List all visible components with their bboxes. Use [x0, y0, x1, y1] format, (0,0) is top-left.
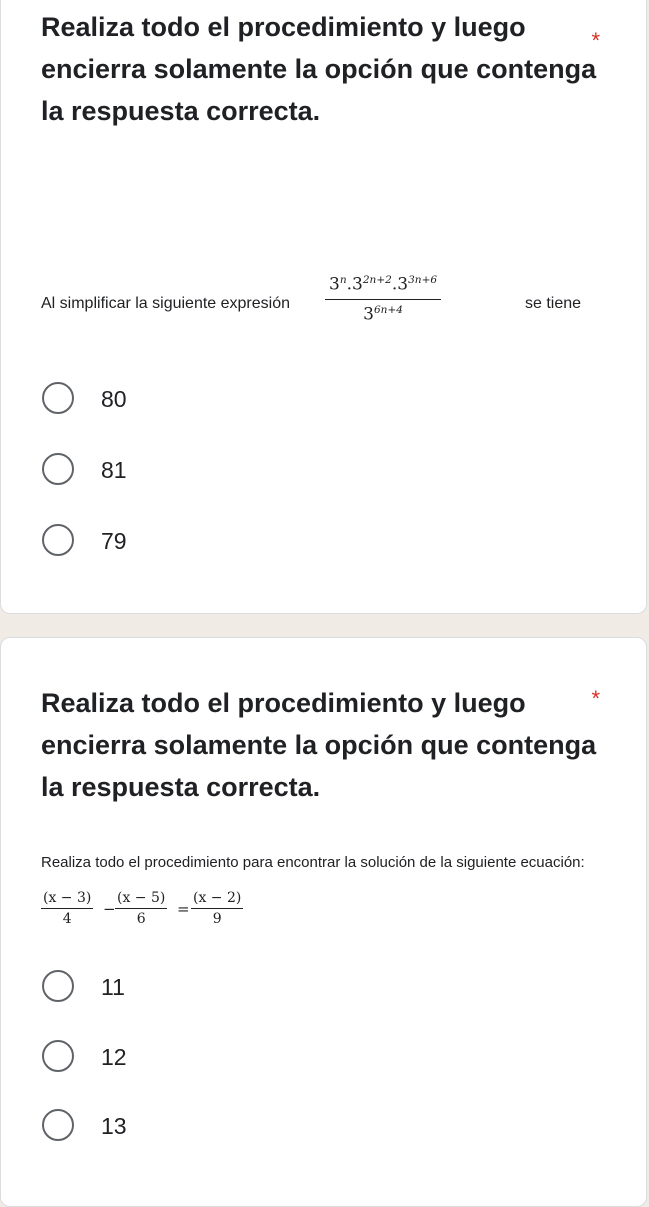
option-80[interactable] — [41, 381, 341, 421]
option-label: 80 — [101, 386, 127, 412]
option-label: 79 — [101, 528, 127, 554]
question-title: Realiza todo el procedimiento y luego encierra solamente la opción que contenga la respuesta correcta. — [41, 688, 597, 802]
question-title: Realiza todo el procedimiento y luego encierra solamente la opción que contenga la respuesta correcta. — [41, 12, 597, 126]
radio-circle-icon[interactable] — [42, 1109, 74, 1141]
option-label: 11 — [101, 974, 125, 1000]
expression-numerator: $3^n.3^{2n+2}.3^{3n+6}$ — [325, 274, 441, 300]
option-12[interactable] — [41, 1039, 341, 1079]
option-13[interactable] — [41, 1108, 341, 1148]
option-label: 12 — [101, 1044, 127, 1070]
equation — [41, 890, 301, 940]
equation-minus: − — [103, 900, 116, 918]
equation-fraction-2: $\frac{(x - 5)}{6}$ — [117, 890, 166, 927]
required-mark: * — [591, 28, 600, 53]
radio-circle-icon[interactable] — [42, 524, 74, 556]
expression-denominator: $3^{6n+4}$ — [363, 303, 403, 325]
radio-circle-icon[interactable] — [42, 970, 74, 1002]
option-label: 81 — [101, 457, 127, 483]
question-description — [41, 274, 601, 334]
equation-fraction-3: $\frac{(x - 2)}{9}$ — [193, 890, 242, 927]
equation-fraction-1: $\frac{(x - 3)}{4}$ — [43, 890, 92, 927]
question-card-2 — [0, 637, 647, 1207]
description-suffix: se tiene — [525, 295, 582, 312]
radio-circle-icon[interactable] — [42, 382, 74, 414]
required-mark: * — [591, 686, 600, 711]
radio-circle-icon[interactable] — [42, 1040, 74, 1072]
radio-circle-icon[interactable] — [42, 453, 74, 485]
expression-fraction — [325, 274, 441, 324]
description-text: Al simplificar la siguiente expresión — [41, 295, 290, 312]
option-11[interactable] — [41, 969, 341, 1009]
option-79[interactable] — [41, 523, 341, 563]
question-description: Realiza todo el procedimiento para encontrar la solución de la siguiente ecuación: — [41, 854, 585, 871]
equation-equals: = — [177, 900, 190, 918]
option-81[interactable] — [41, 452, 341, 492]
option-label: 13 — [101, 1113, 127, 1139]
